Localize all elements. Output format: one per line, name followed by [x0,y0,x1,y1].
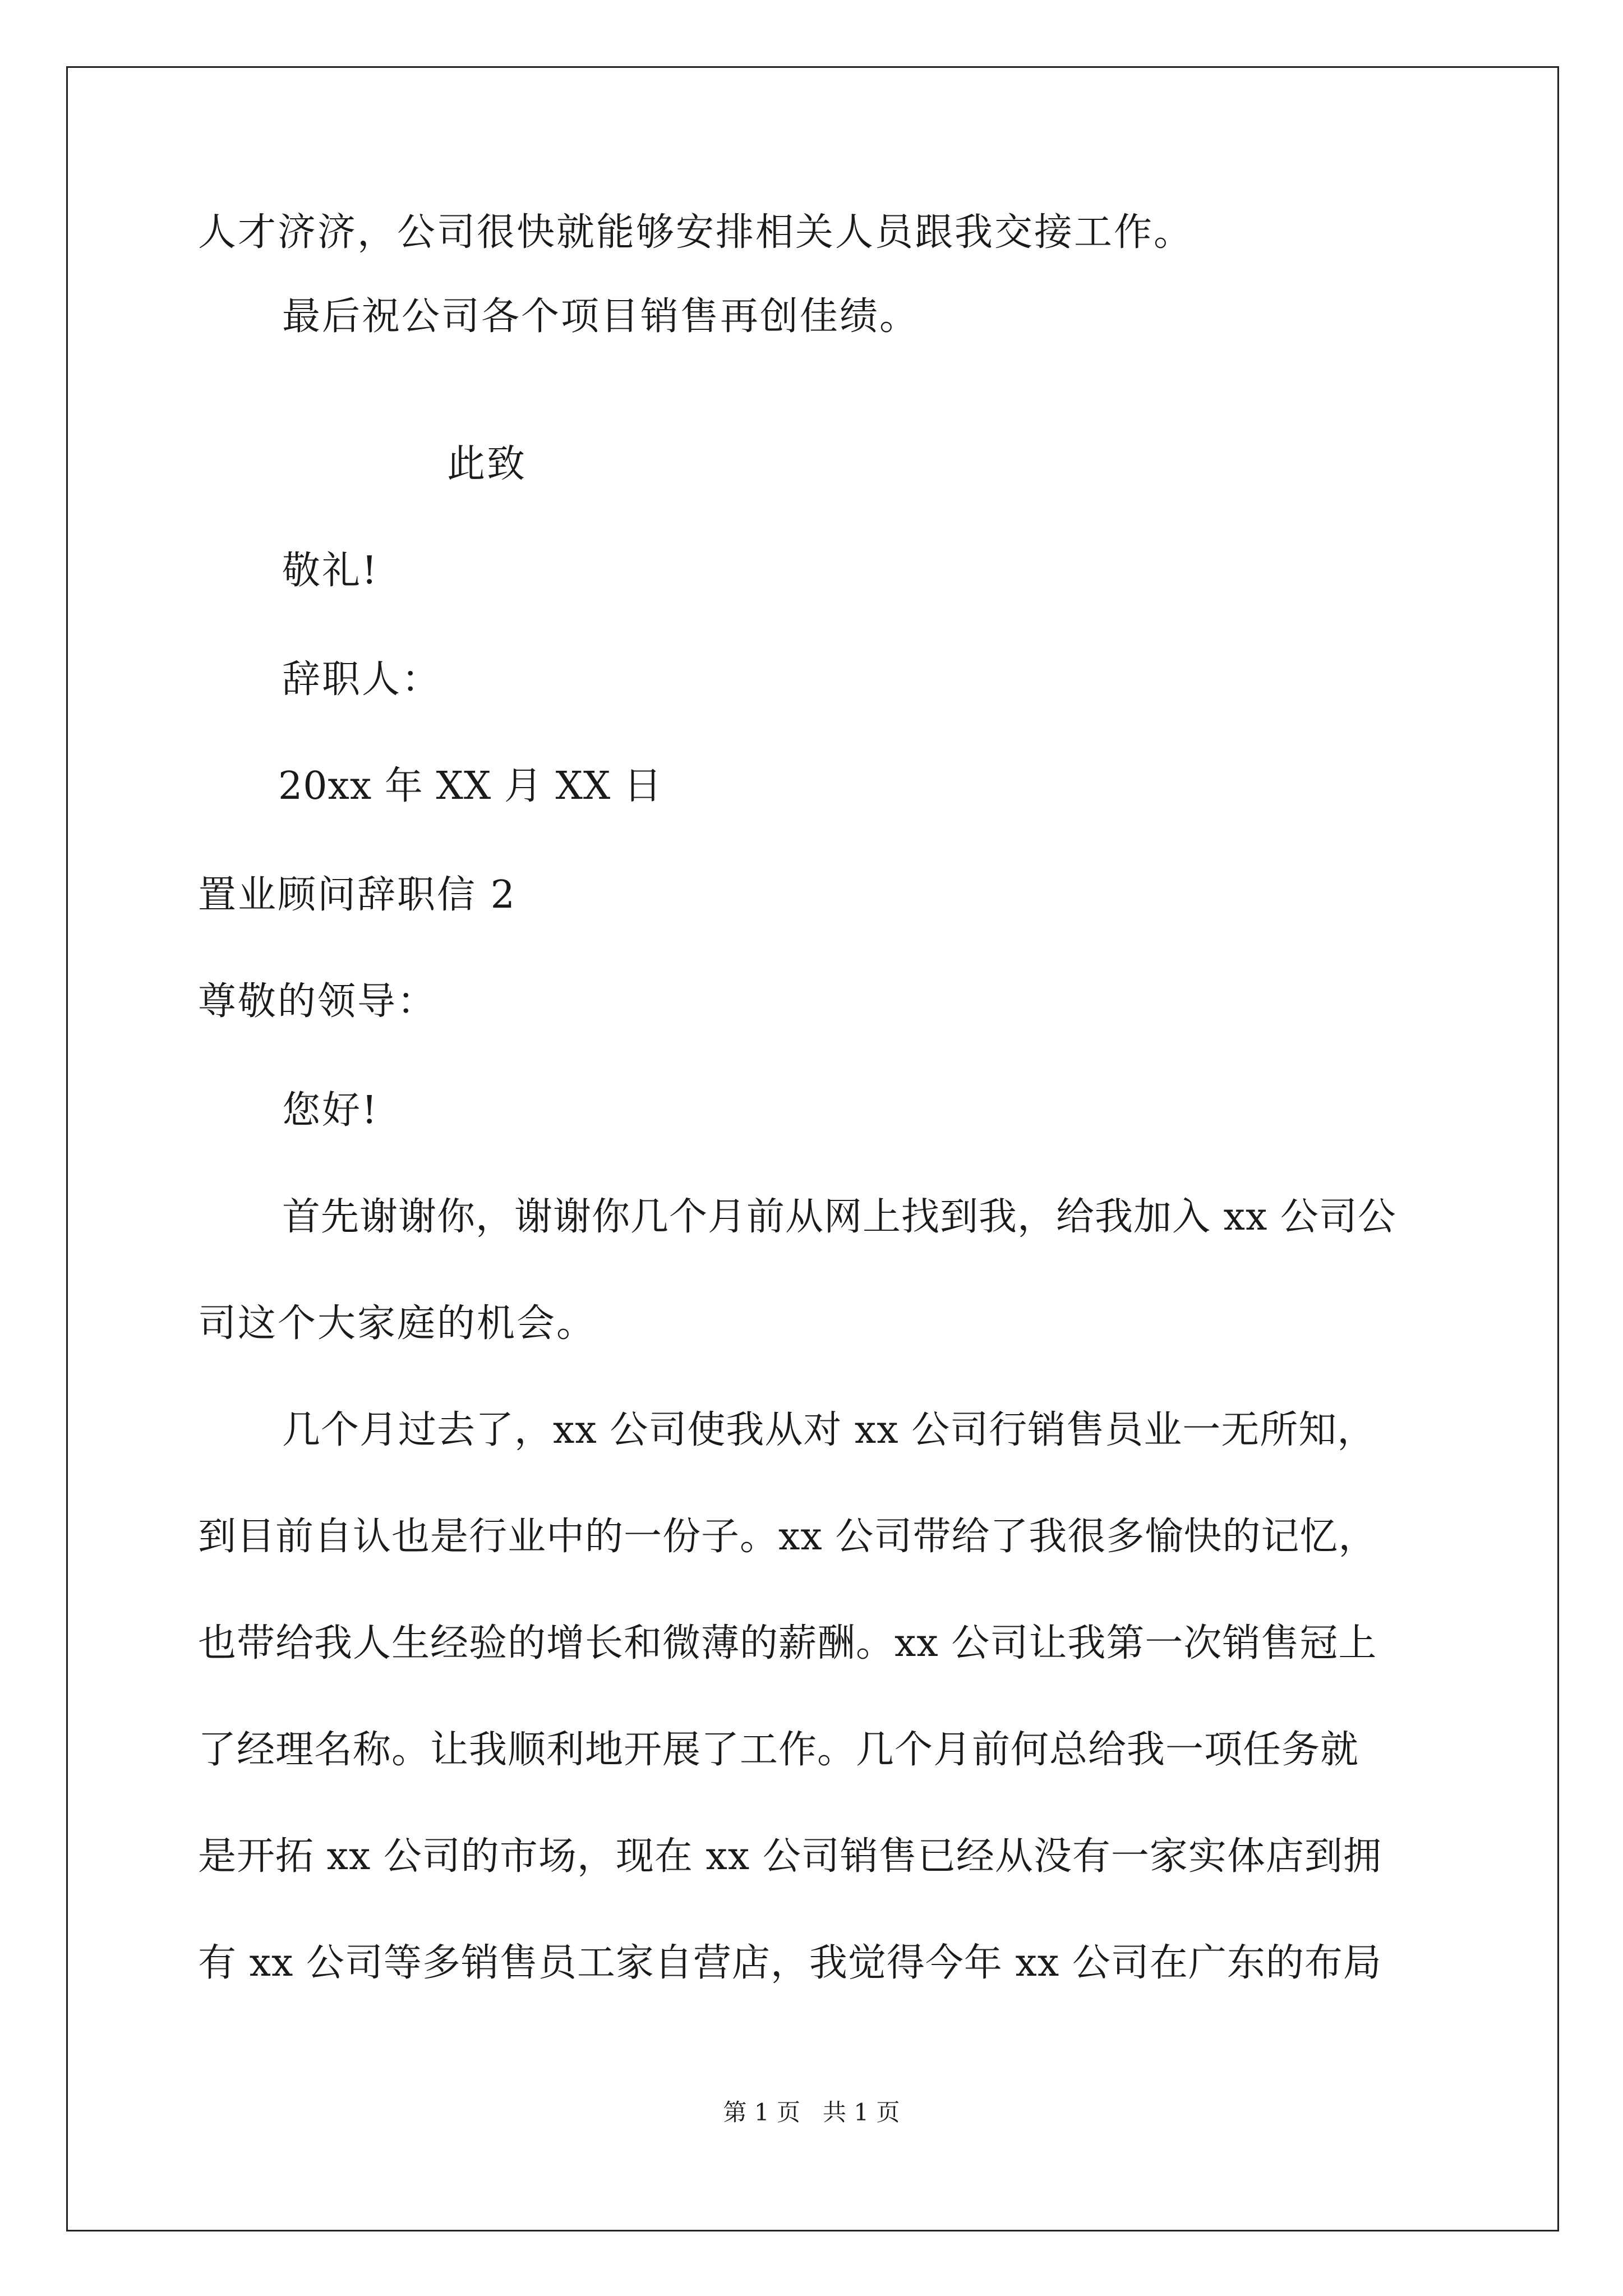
paragraph-line: 最后祝公司各个项目销售再创佳绩。 [282,295,920,339]
closing-salutation: 此致 [447,442,527,486]
date-line: 20xx 年 XX 月 XX 日 [278,764,662,808]
paragraph-line: 人才济济，公司很快就能够安排相关人员跟我交接工作。 [198,210,1194,255]
paragraph-line: 首先谢谢你，谢谢你几个月前从网上找到我，给我加入 xx 公司公 [282,1195,1396,1239]
signature-label: 辞职人： [282,657,442,702]
closing-respect: 敬礼! [282,549,379,593]
paragraph-line: 有 xx 公司等多销售员工家自营店，我觉得今年 xx 公司在广东的布局 [198,1941,1382,1985]
paragraph-line: 了经理名称。让我顺利地开展了工作。几个月前何总给我一项任务就 [198,1728,1359,1772]
paragraph-line: 到目前自认也是行业中的一份子。xx 公司带给了我很多愉快的记忆， [198,1515,1377,1559]
greeting: 尊敬的领导： [198,979,437,1024]
paragraph-line: 是开拓 xx 公司的市场，现在 xx 公司销售已经从没有一家实体店到拥 [198,1834,1382,1879]
paragraph-line: 也带给我人生经验的增长和微薄的薪酬。xx 公司让我第一次销售冠上 [198,1621,1377,1665]
page-footer: 第 1 页 共 1 页 [723,2099,900,2126]
greeting-hello: 您好! [282,1088,379,1133]
paragraph-line: 几个月过去了，xx 公司使我从对 xx 公司行销售员业一无所知， [282,1408,1376,1452]
page-border [66,66,1559,2231]
paragraph-line: 司这个大家庭的机会。 [198,1301,597,1346]
section-title: 置业顾问辞职信 2 [198,873,517,917]
